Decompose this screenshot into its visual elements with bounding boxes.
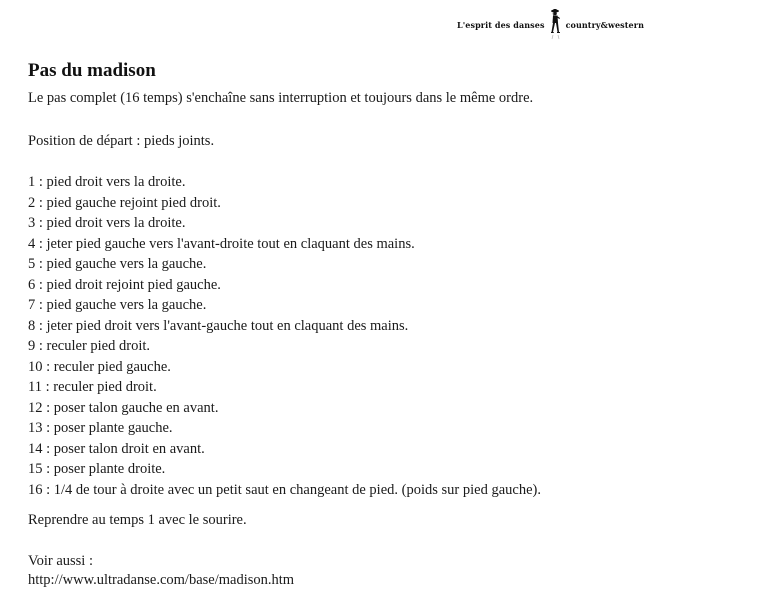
- step-item: 15 : poser plante droite.: [28, 461, 166, 477]
- step-item: 3 : pied droit vers la droite.: [28, 215, 186, 231]
- step-item: 6 : pied droit rejoint pied gauche.: [28, 276, 221, 293]
- step-item: 9 : reculer pied droit.: [28, 338, 150, 354]
- step-item: 16 : 1/4 de tour à droite avec un petit saut en changeant de pied. (poids sur pied gauche).: [28, 481, 541, 498]
- step-item: 8 : jeter pied droit vers l'avant-gauche tout en claquant des mains.: [28, 317, 409, 334]
- outro-paragraph: Reprendre au temps 1 avec le sourire.: [28, 512, 247, 528]
- step-item: 4 : jeter pied gauche vers l'avant-droite tout en claquant des mains.: [28, 235, 415, 252]
- step-item: 2 : pied gauche rejoint pied droit.: [28, 194, 221, 211]
- step-item: 5 : pied gauche vers la gauche.: [28, 256, 207, 272]
- step-item: 11 : reculer pied droit.: [28, 379, 157, 395]
- logo-text-left: L'esprit des danses: [457, 20, 545, 30]
- step-item: 10 : reculer pied gauche.: [28, 358, 171, 375]
- logo-text-right: country&western: [565, 20, 644, 30]
- step-item: 13 : poser plante gauche.: [28, 420, 173, 436]
- header-logo: [457, 10, 644, 40]
- steps-list: [28, 172, 541, 500]
- step-item: 1 : pied droit vers la droite.: [28, 174, 186, 190]
- page-title: Pas du madison: [28, 60, 156, 81]
- cowboy-dancer-icon: [548, 8, 564, 40]
- see-also-link-line: [28, 570, 294, 590]
- step-item: 14 : poser talon droit en avant.: [28, 440, 205, 457]
- see-also-link[interactable]: http://www.ultradanse.com/base/madison.htm: [28, 572, 295, 588]
- step-item: 7 : pied gauche vers la gauche.: [28, 297, 207, 313]
- start-position: Position de départ : pieds joints.: [28, 133, 215, 149]
- intro-paragraph: Le pas complet (16 temps) s'enchaîne sans interruption et toujours dans le même ordre.: [28, 90, 534, 106]
- step-item: 12 : poser talon gauche en avant.: [28, 399, 219, 416]
- see-also-label: Voir aussi :: [28, 553, 93, 569]
